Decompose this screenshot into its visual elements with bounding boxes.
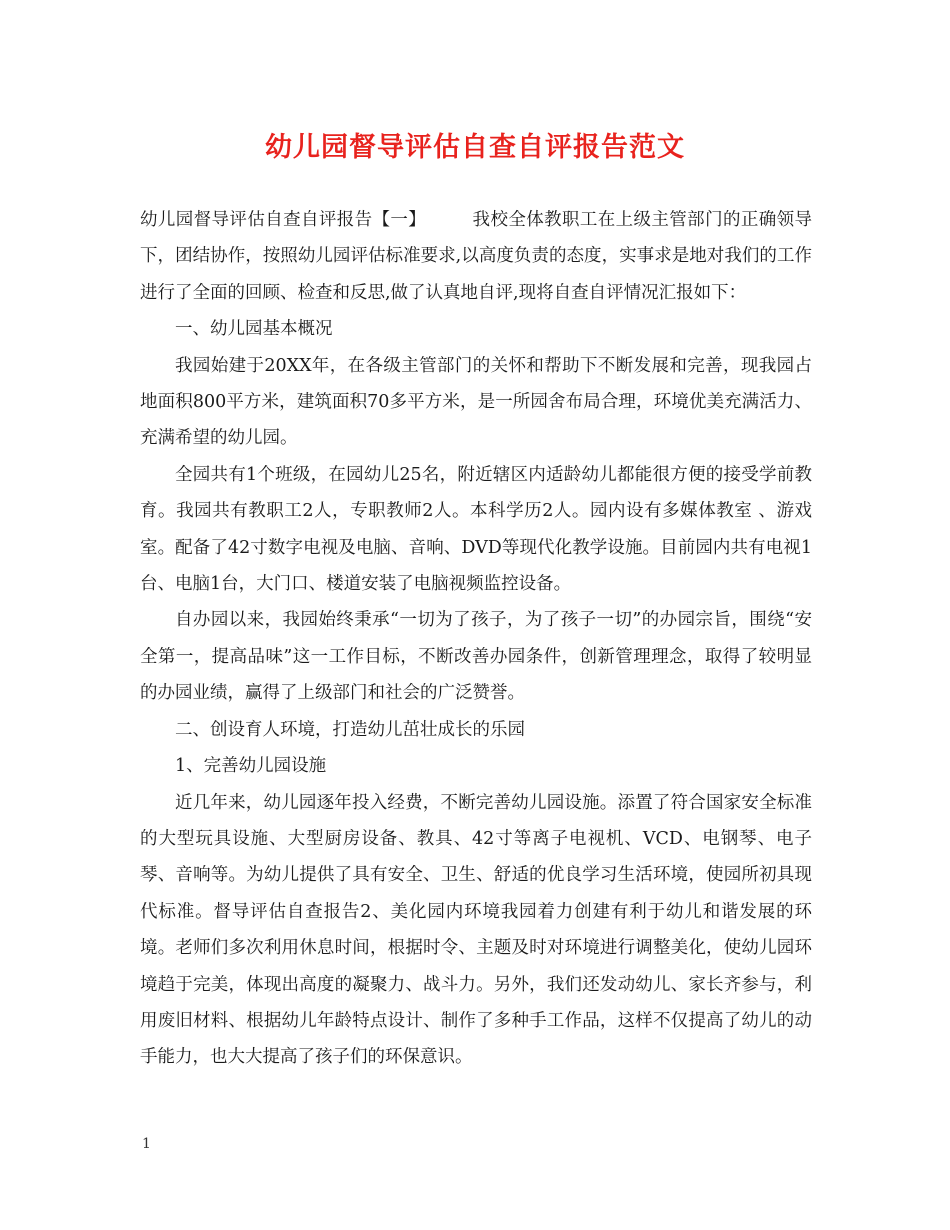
paragraph-staff: 全园共有1个班级，在园幼儿25名，附近辖区内适龄幼儿都能很方便的接受学前教育。我园共有教职工2人，专职教师2人。本科学历2人。园内设有多媒体教室 、游戏室。配备了42寸数字电视及电脑、音响、DVD等现代化教学设施。目前园内共有电视1台、电脑1台，大门口、楼道安装了电脑视频监控设备。 <box>140 464 812 595</box>
paragraph-philosophy: 自办园以来，我园始终秉承“一切为了孩子，为了孩子一切”的办园宗旨，围绕“安全第一，提高品味”这一工作目标，不断改善办园条件，创新管理理念，取得了较明显的办园业绩，赢得了上级部门和社会的广泛赞誉。 <box>140 610 812 704</box>
intro-paragraph <box>140 202 812 311</box>
paragraph-facilities: 近几年来，幼儿园逐年投入经费，不断完善幼儿园设施。添置了符合国家安全标准的大型玩具设施、大型厨房设备、教具、42寸等离子电视机、VCD、电钢琴、电子琴、音响等。为幼儿提供了具有安全、卫生、舒适的优良学习生活环境，使园所初具现代标准。督导评估自查报告2、美化园内环境我园着力创建有利于幼儿和谐发展的环境。老师们多次利用休息时间，根据时令、主题及时对环境进行调整美化，使幼儿园环境趋于完美，体现出高度的凝聚力、战斗力。另外，我们还发动幼儿、家长齐参与，利用废旧材料、根据幼儿年龄特点设计、制作了多种手工作品，这样不仅提高了幼儿的动手能力，也大大提高了孩子们的环保意识。 <box>140 792 812 1068</box>
section-heading-2: 二、创设育人环境，打造幼儿茁壮成长的乐园 <box>175 719 525 740</box>
intro-text: 我校全体教职工在上级主管部门的正确领导下，团结协作，按照幼儿园评估标准要求,以高度负责的态度，实事求是地对我们的工作进行了全面的回顾、检查和反思,做了认真地自评,现将自查自评情况汇报如下： <box>140 210 812 303</box>
intro-heading: 幼儿园督导评估自查自评报告【一】 <box>140 210 427 230</box>
page-number: 1 <box>142 1136 151 1152</box>
document-body <box>140 202 812 1076</box>
paragraph-overview: 我园始建于20XX年，在各级主管部门的关怀和帮助下不断发展和完善，现我园占地面积800平方米，建筑面积70多平方米，是一所园舍布局合理，环境优美充满活力、充满希望的幼儿园。 <box>140 355 812 449</box>
document-title: 幼儿园督导评估自查自评报告范文 <box>265 132 685 163</box>
section-heading-1: 一、幼儿园基本概况 <box>175 319 333 340</box>
subsection-heading-1: 1、完善幼儿园设施 <box>175 756 327 777</box>
